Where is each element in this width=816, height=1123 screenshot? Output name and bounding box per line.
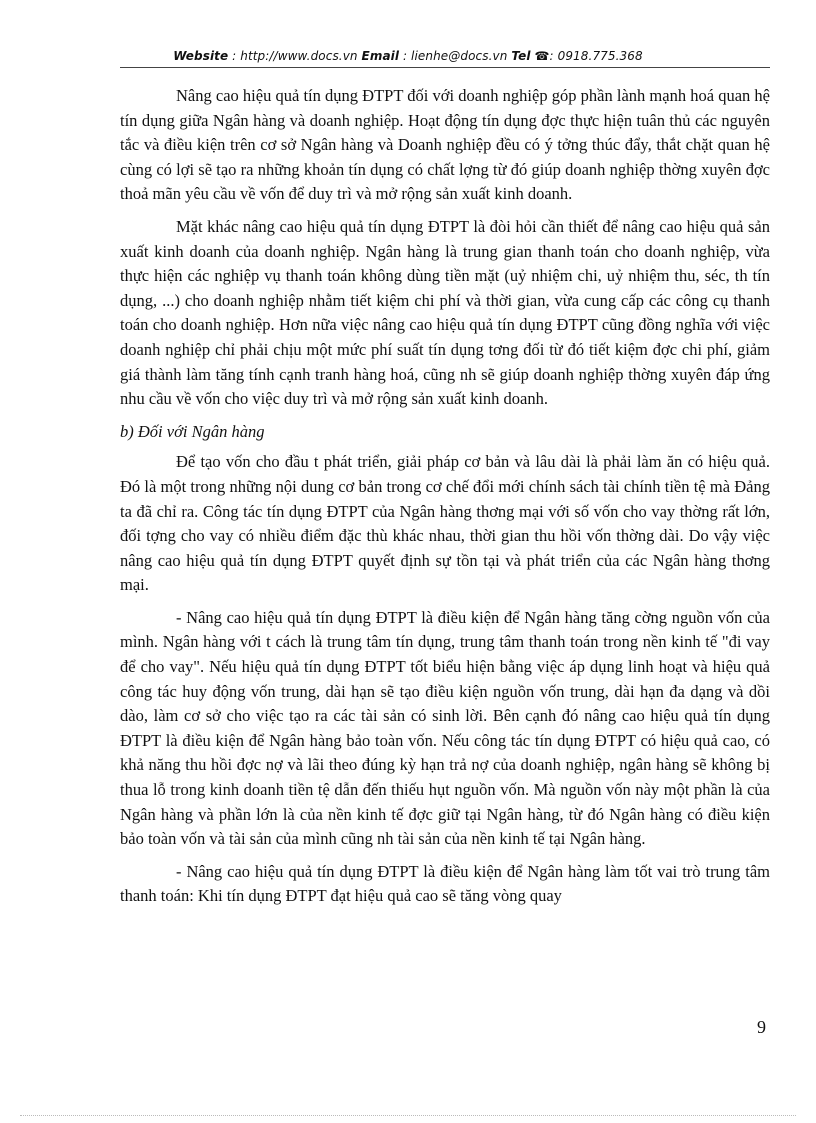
email-value: : lienhe@docs.vn <box>399 49 512 63</box>
paragraph: - Nâng cao hiệu quả tín dụng ĐTPT là điều kiện để Ngân hàng tăng cờng nguồn vốn của mình. Ngân hàng với t cách là trung tâm tín dụng, trung tâm thanh toán trong nền kinh tế "đi vay để cho vay". Nếu hiệu quả tín dụng ĐTPT tốt biểu hiện bằng việc áp dụng linh hoạt và hiệu quả công tác huy động vốn trung, dài hạn sẽ tạo điều kiện nguồn vốn trung, dài hạn đa dạng và dồi dào, làm cơ sở cho việc tạo ra các tài sản có sinh lời. Bên cạnh đó nâng cao hiệu quả tín dụng ĐTPT là điều kiện để Ngân hàng bảo toàn vốn. Nếu công tác tín dụng ĐTPT có hiệu quả cao, có khả năng thu hồi đợc nợ và lãi theo đúng kỳ hạn trả nợ của doanh nghiệp, ngân hàng sẽ không bị thua lỗ trong kinh doanh tiền tệ dẫn đến thiếu hụt nguồn vốn. Mà nguồn vốn này một phần là của Ngân hàng và phần lớn là của nền kinh tế đợc giữ tại Ngân hàng, từ đó Ngân hàng có điều kiện bảo toàn vốn và tài sản của mình cũng nh tài sản của nền kinh tế tại Ngân hàng. <box>120 607 770 849</box>
page-number: 9 <box>757 1017 766 1037</box>
telephone-icon: ☎ <box>534 49 550 63</box>
page-bottom-divider <box>20 1115 796 1116</box>
tel-value: : 0918.775.368 <box>549 49 643 63</box>
website-label: Website <box>173 49 229 63</box>
page-header <box>0 49 816 63</box>
paragraph: Mặt khác nâng cao hiệu quả tín dụng ĐTPT là đòi hỏi cần thiết để nâng cao hiệu quả sản xuất kinh doanh của doanh nghiệp. Ngân hàng là trung gian thanh toán cho doanh nghiệp, vừa thực hiện các nghiệp vụ thanh toán không dùng tiền mặt (uỷ nhiệm chi, uỷ nhiệm thu, séc, th tín dụng, ...) cho doanh nghiệp nhằm tiết kiệm chi phí và thời gian, vừa cung cấp các công cụ thanh toán cho doanh nghiệp. Hơn nữa việc nâng cao hiệu quả tín dụng ĐTPT cũng đồng nghĩa với việc doanh nghiệp chỉ phải chịu một mức phí suất tín dụng tơng đối từ đó tiết kiệm đợc chi phí, giảm giá thành làm tăng tính cạnh tranh hàng hoá, cũng nh sẽ giúp doanh nghiệp thờng xuyên đáp ứng nhu cầu về vốn cho việc duy trì và mở rộng sản xuất kinh doanh. <box>120 216 770 409</box>
header-rule <box>120 67 770 68</box>
paragraph: Để tạo vốn cho đầu t phát triển, giải pháp cơ bản và lâu dài là phải làm ăn có hiệu quả. Đó là một trong những nội dung cơ bản trong cơ chế đổi mới chính sách tài chính tiền tệ mà Đảng ta đã chỉ ra. Công tác tín dụng ĐTPT của Ngân hàng thơng mại với số vốn cho vay thờng rất lớn, đối tợng cho vay có nhiều điểm đặc thù khác nhau, thời gian thu hồi vốn thờng dài. Do vậy việc nâng cao hiệu quả tín dụng ĐTPT quyết định sự tồn tại và phát triển của các Ngân hàng thơng mại. <box>120 452 770 595</box>
website-value: : http://www.docs.vn <box>228 49 362 63</box>
paragraph: Nâng cao hiệu quả tín dụng ĐTPT đối với doanh nghiệp góp phần lành mạnh hoá quan hệ tín dụng giữa Ngân hàng và doanh nghiệp. Hoạt động tín dụng đợc thực hiện tuân thủ các nguyên tắc và điều kiện trên cơ sở Ngân hàng và Doanh nghiệp đều có ý tởng thúc đẩy, thắt chặt quan hệ cùng có lợi sẽ tạo ra những khoản tín dụng có chất lợng từ đó giúp doanh nghiệp thờng xuyên đợc thoả mãn yêu cầu về vốn để duy trì và mở rộng sản xuất kinh doanh. <box>120 86 770 204</box>
section-heading: b) Đối với Ngân hàng <box>120 421 265 441</box>
tel-label: Tel <box>511 49 531 63</box>
document-body <box>120 84 770 917</box>
paragraph: - Nâng cao hiệu quả tín dụng ĐTPT là điều kiện để Ngân hàng làm tốt vai trò trung tâm thanh toán: Khi tín dụng ĐTPT đạt hiệu quả cao sẽ tăng vòng quay <box>120 861 770 906</box>
email-label: Email <box>361 49 400 63</box>
